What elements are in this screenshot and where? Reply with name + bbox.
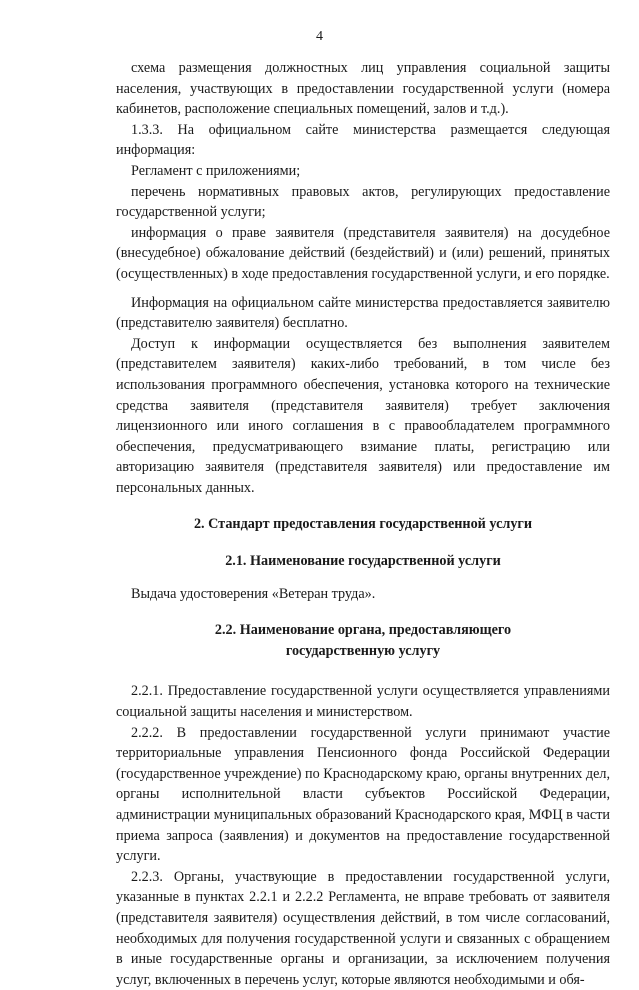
subsection-heading: государственную услугу [285, 642, 441, 659]
paragraph: 2.2.2. В предоставлении государственной услуги принимают участие территориальные управления Пенсионного фонда Российской Федерации (государственное учреждение) по Краснодарскому краю, органы внутренних дел, органы исполнительной власти субъектов Российской Федерации, администрации муниципальных образований Краснодарского края, МФЦ в части приема запроса (заявления) и документов на предоставление государственной услуги. [116, 724, 610, 865]
paragraph: 2.2.3. Органы, участвующие в предоставлении государственной услуги, указанные в пунктах 2.2.1 и 2.2.2 Регламента, не вправе требовать от заявителя (представителя заявителя) осуществления действий, в том числе согласований, необходимых для получения государственной услуги и связанных с обращением в иные государственные органы и организации, за исключением получения услуг, включенных в перечень услуг, которые являются необходимыми и обя- [116, 868, 610, 988]
section-heading: 2. Стандарт предоставления государственной услуги [193, 516, 533, 533]
paragraph: 1.3.3. На официальном сайте министерства размещается следующая информация: [116, 121, 610, 159]
subsection-heading: 2.2. Наименование органа, предоставляющего [214, 622, 512, 639]
paragraph: Выдача удостоверения «Ветеран труда». [131, 585, 376, 602]
paragraph: Информация на официальном сайте министерства предоставляется заявителю (представителю заявителя) бесплатно. [116, 294, 610, 332]
page-number: 4 [316, 29, 323, 44]
document-body [116, 58, 610, 990]
paragraph: Регламент с приложениями; [131, 162, 301, 179]
paragraph: Доступ к информации осуществляется без выполнения заявителем (представителем заявителя) каких-либо требований, в том числе без использования программного обеспечения, установка которого на технические средства заявителя (представителя заявителя) требует заключения лицензионного или иного соглашения в с правообладателем программного обеспечения, предусматривающего взимание платы, регистрацию или авторизацию заявителя (представителя заявителя) или предоставление им персональных данных. [116, 335, 610, 496]
paragraph: схема размещения должностных лиц управления социальной защиты населения, участвующих в предоставлении государственной услуги (номера кабинетов, расположение специальных помещений, залов и т.д.). [116, 60, 610, 118]
paragraph: 2.2.1. Предоставление государственной услуги осуществляется управлениями социальной защиты населения и министерством. [116, 683, 610, 721]
paragraph: информация о праве заявителя (представителя заявителя) на досудебное (внесудебное) обжалование действий (бездействий) и (или) решений, принятых (осуществленных) в ходе предоставления государственной услуги, и его порядке. [116, 224, 610, 282]
paragraph: перечень нормативных правовых актов, регулирующих предоставление государственной услуги; [116, 183, 610, 221]
subsection-heading: 2.1. Наименование государственной услуги [225, 553, 501, 570]
